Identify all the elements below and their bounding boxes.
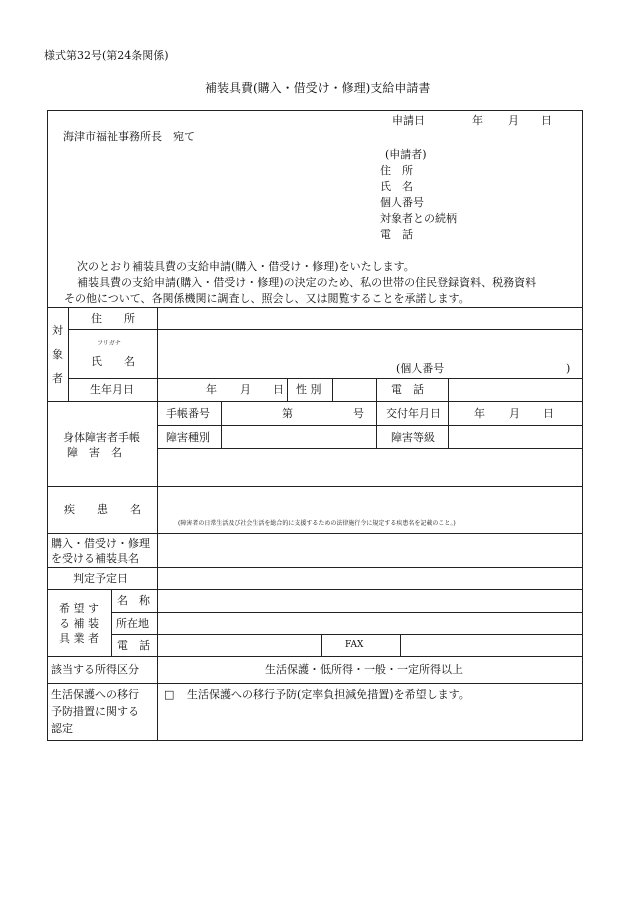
issue-year: 年 bbox=[474, 407, 485, 420]
statement-line-3: その他について、各関係機関に調査し、照会し、又は閲覧することを承諾します。 bbox=[64, 292, 470, 305]
statement-line-2: 補装具費の支給申請(購入・借受け・修理)の決定のため、私の世帯の住民登録資料、税務資料 bbox=[77, 276, 537, 289]
date-day: 日 bbox=[541, 114, 552, 127]
subject-label-char-3: 者 bbox=[52, 372, 63, 385]
transition-label-2: 予防措置に関する bbox=[51, 705, 139, 718]
issue-month: 月 bbox=[509, 407, 520, 420]
addressee: 海津市福祉事務所長 宛て bbox=[63, 130, 195, 143]
income-options: 生活保護・低所得・一般・一定所得以上 bbox=[265, 663, 463, 676]
vendor-location-label: 所在地 bbox=[116, 617, 149, 630]
disease-note: (障害者の日常生活及び社会生活を総合的に支援するための法律施行令に規定する疾患名を記載のこと。) bbox=[178, 520, 456, 527]
certificate-label-2: 障 害 名 bbox=[67, 446, 122, 459]
disability-type-label: 障害種別 bbox=[166, 431, 210, 444]
issue-date-label: 交付年月日 bbox=[386, 407, 441, 420]
subject-label-char-1: 対 bbox=[52, 324, 63, 337]
transition-text: 生活保護への移行予防(定率負担減免措置)を希望します。 bbox=[187, 688, 470, 701]
birth-month: 月 bbox=[240, 383, 251, 396]
statement-line-1: 次のとおり補装具費の支給申請(購入・借受け・修理)をいたします。 bbox=[77, 260, 415, 273]
applicant-heading: (申請者) bbox=[385, 148, 427, 161]
gender-label: 性 別 bbox=[296, 383, 322, 396]
subject-name-label: 氏 名 bbox=[91, 355, 135, 368]
subject-label-char-2: 象 bbox=[52, 348, 63, 361]
judgement-date-label: 判定予定日 bbox=[73, 572, 128, 585]
subject-birthdate-label: 生年月日 bbox=[90, 383, 134, 396]
date-year: 年 bbox=[472, 114, 483, 127]
birth-year: 年 bbox=[206, 383, 217, 396]
income-label: 該当する所得区分 bbox=[51, 663, 139, 676]
certificate-label-1: 身体障害者手帳 bbox=[63, 431, 140, 444]
applicant-phone-label: 電 話 bbox=[380, 228, 413, 241]
notebook-number-prefix: 第 bbox=[282, 407, 293, 420]
subject-furigana-label: フリガナ bbox=[97, 340, 121, 347]
form-title: 補装具費(購入・借受け・修理)支給申請書 bbox=[205, 81, 431, 95]
notebook-number-suffix: 号 bbox=[353, 407, 364, 420]
birth-day: 日 bbox=[273, 383, 284, 396]
applicant-address-label: 住 所 bbox=[380, 164, 413, 177]
transition-label-3: 認定 bbox=[51, 722, 73, 735]
subject-phone-label: 電 話 bbox=[391, 383, 424, 396]
subject-address-label: 住 所 bbox=[91, 312, 135, 325]
vendor-label-2: る 補 装 bbox=[59, 617, 99, 630]
date-label: 申請日 bbox=[392, 114, 425, 127]
form-number: 様式第32号(第24条関係) bbox=[44, 49, 169, 62]
vendor-phone-label: 電 話 bbox=[117, 639, 150, 652]
date-month: 月 bbox=[508, 114, 519, 127]
applicant-name-label: 氏 名 bbox=[380, 180, 413, 193]
notebook-number-label: 手帳番号 bbox=[166, 407, 210, 420]
subject-personal-number-open: (個人番号 bbox=[396, 362, 445, 375]
applicant-personal-number-label: 個人番号 bbox=[380, 196, 424, 209]
vendor-name-label: 名 称 bbox=[117, 594, 150, 607]
disease-label: 疾 患 名 bbox=[64, 503, 141, 516]
vendor-fax-label: FAX bbox=[345, 640, 364, 650]
subject-personal-number-close: ) bbox=[566, 362, 571, 375]
device-label-2: を受ける補装具名 bbox=[51, 552, 139, 565]
vendor-label-3: 具 業 者 bbox=[59, 632, 99, 645]
transition-label-1: 生活保護への移行 bbox=[51, 688, 139, 701]
vendor-label-1: 希 望 す bbox=[59, 602, 99, 615]
transition-checkbox[interactable]: □ bbox=[164, 688, 175, 701]
applicant-relationship-label: 対象者との続柄 bbox=[380, 212, 457, 225]
disability-grade-label: 障害等級 bbox=[391, 431, 435, 444]
issue-day: 日 bbox=[543, 407, 554, 420]
device-label-1: 購入・借受け・修理 bbox=[51, 537, 150, 550]
